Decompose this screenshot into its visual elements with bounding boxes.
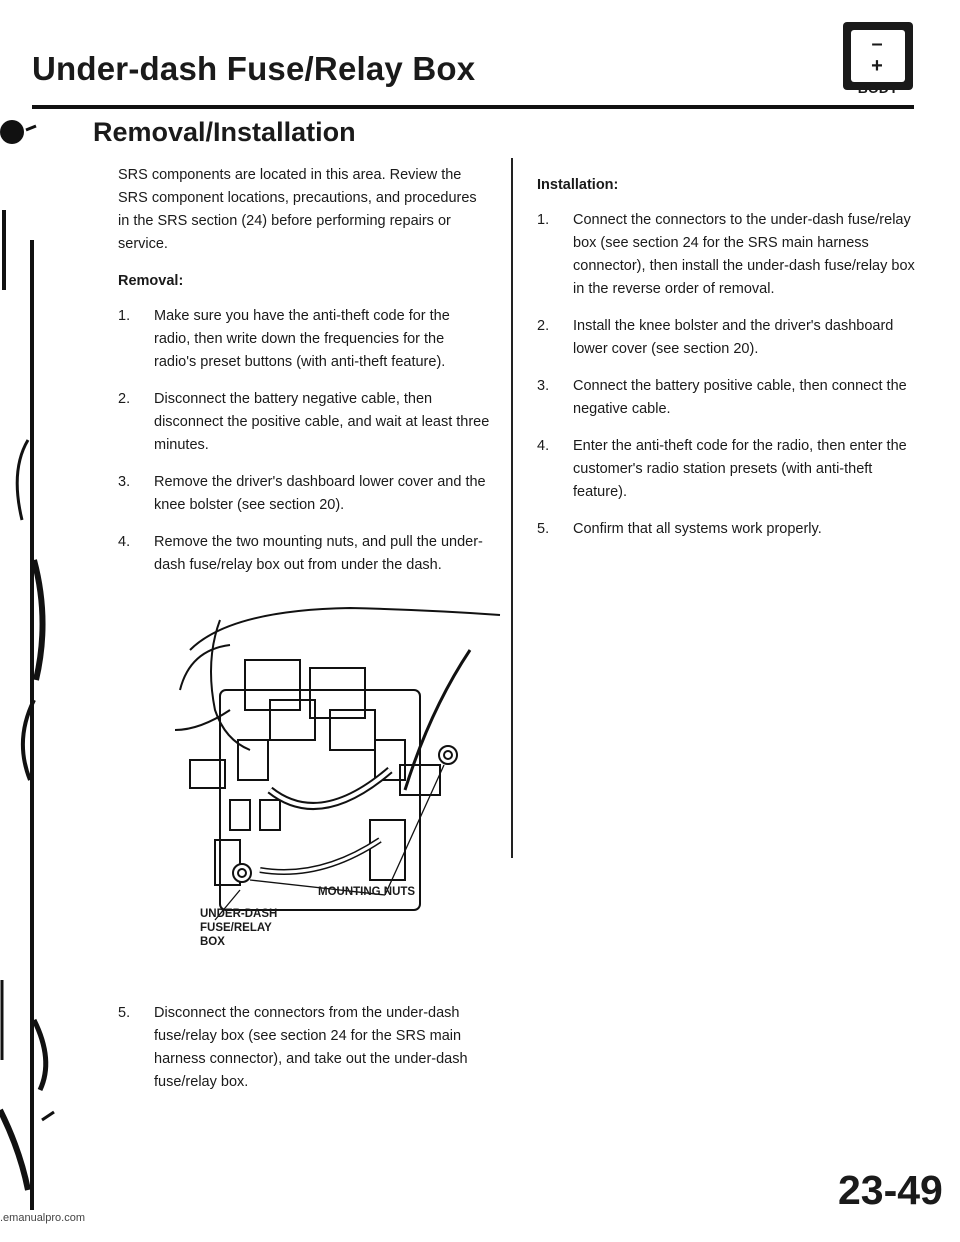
fuse-relay-box-illustration bbox=[170, 590, 510, 930]
installation-label: Installation: bbox=[537, 177, 619, 193]
installation-steps bbox=[537, 209, 917, 541]
binding-margin-marks bbox=[0, 0, 60, 1242]
page-title: Under-dash Fuse/Relay Box bbox=[32, 50, 476, 87]
left-column bbox=[118, 164, 490, 591]
installation-step: 3. Connect the battery positive cable, then connect the negative cable. bbox=[537, 378, 907, 417]
removal-step: 1. Make sure you have the anti-theft code for the radio, then write down the frequencies for the radio's preset buttons (with anti-theft feature). bbox=[118, 308, 450, 370]
installation-step: 5. Confirm that all systems work properly. bbox=[537, 521, 822, 537]
removal-step: 5. Disconnect the connectors from the under-dash fuse/relay box (see section 24 for the SRS main harness connector), and take out the under-dash fuse/relay box. bbox=[118, 1005, 468, 1090]
installation-step: 2. Install the knee bolster and the driver's dashboard lower cover (see section 20). bbox=[537, 318, 894, 357]
removal-label: Removal: bbox=[118, 273, 184, 289]
installation-step: 4. Enter the anti-theft code for the radio, then enter the customer's radio station presets (with anti-theft feature). bbox=[537, 438, 907, 500]
section-heading: Removal/Installation bbox=[93, 117, 356, 147]
label-mounting-nuts: MOUNTING NUTS bbox=[318, 886, 416, 898]
badge-battery-signs: – + bbox=[871, 33, 895, 77]
page-number: 23-49 bbox=[838, 1167, 943, 1213]
removal-step: 4. Remove the two mounting nuts, and pull the under-dash fuse/relay box out from under the dash. bbox=[118, 534, 483, 573]
footer-watermark-url: .emanualpro.com bbox=[0, 1212, 85, 1224]
removal-step-5-block bbox=[118, 1002, 490, 1108]
removal-step: 2. Disconnect the battery negative cable, then disconnect the positive cable, and wait at least three minutes. bbox=[118, 391, 490, 453]
label-under-dash-box: UNDER-DASH FUSE/RELAY BOX bbox=[200, 908, 278, 948]
removal-step: 3. Remove the driver's dashboard lower cover and the knee bolster (see section 20). bbox=[118, 474, 486, 513]
removal-steps bbox=[118, 305, 490, 577]
right-column bbox=[537, 174, 917, 555]
srs-notice: SRS components are located in this area. Review the SRS component locations, precautions, and procedures in the SRS section (24) before performing repairs or service. bbox=[118, 167, 477, 252]
body-section-badge bbox=[843, 22, 913, 96]
badge-label: BODY bbox=[857, 80, 899, 96]
column-divider bbox=[511, 158, 513, 858]
title-rule bbox=[32, 105, 914, 109]
installation-step: 1. Connect the connectors to the under-dash fuse/relay box (see section 24 for the SRS main harness connector), then install the under-dash fuse/relay box in the reverse order of removal. bbox=[537, 212, 915, 297]
